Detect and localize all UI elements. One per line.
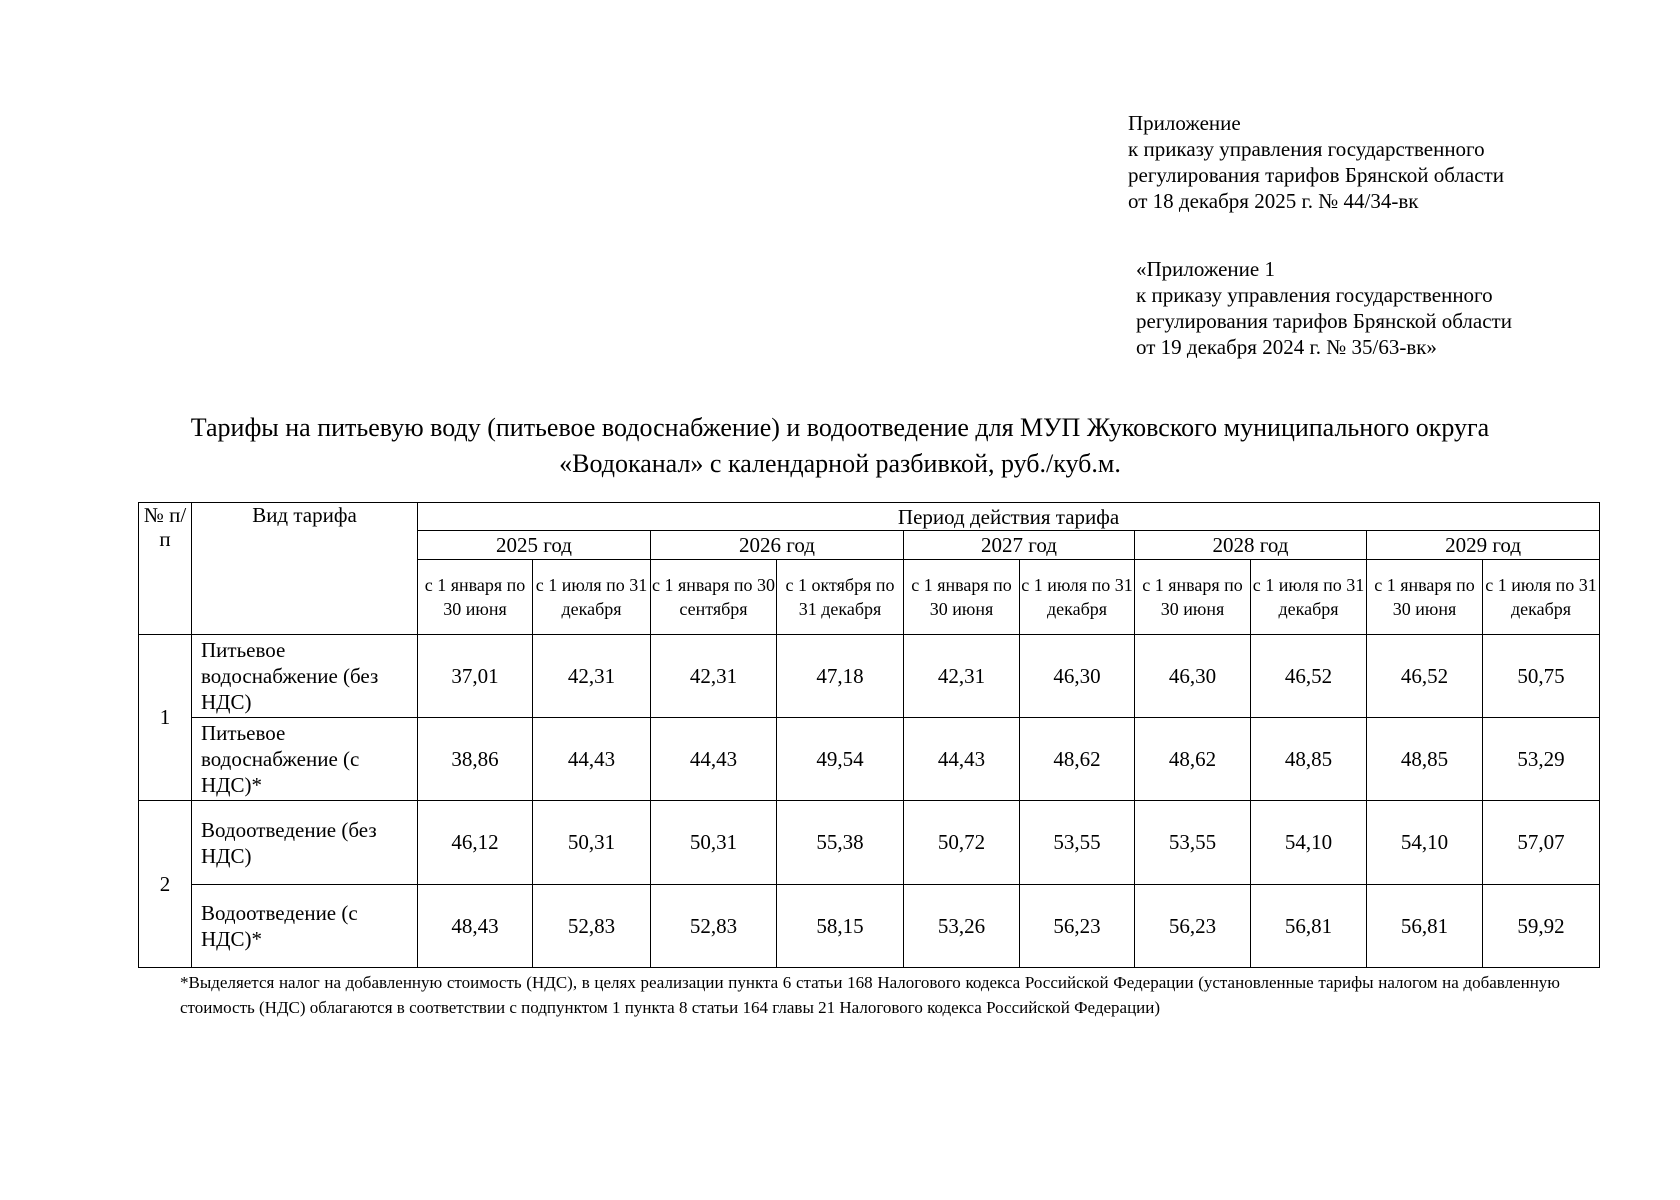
tariff-value: 50,75: [1483, 635, 1600, 718]
tariff-value: 42,31: [533, 635, 651, 718]
tariff-value: 59,92: [1483, 885, 1600, 968]
tariff-value: 38,86: [418, 718, 533, 801]
tariff-value: 47,18: [777, 635, 904, 718]
table-row: [139, 718, 1600, 801]
tariff-table: [138, 502, 1600, 968]
header-row-period: [139, 503, 1600, 531]
tariff-value: 46,52: [1251, 635, 1367, 718]
appendix-line: к приказу управления государственного: [1136, 283, 1493, 307]
tariff-value: 53,55: [1020, 801, 1135, 885]
appendix-line: от 18 декабря 2025 г. № 44/34-вк: [1128, 189, 1419, 213]
tariff-value: 46,12: [418, 801, 533, 885]
header-period: Период действия тарифа: [418, 503, 1600, 531]
header-period-range: с 1 июля по 31 декабря: [1251, 560, 1367, 635]
header-num: № п/п: [139, 503, 192, 635]
header-period-range: с 1 января по 30 июня: [1367, 560, 1483, 635]
vat-footnote: *Выделяется налог на добавленную стоимость (НДС), в целях реализации пункта 6 статьи 168 Налогового кодекса Российской Федерации (установленные тарифы налогом на добавленную стоимость (НДС) облагаются в соответствии с подпунктом 1 пункта 8 статьи 164 главы 21 Налогового кодекса Российской Федерации): [180, 973, 1560, 1017]
tariff-value: 55,38: [777, 801, 904, 885]
appendix-line: Приложение: [1128, 111, 1241, 135]
tariff-value: 56,81: [1251, 885, 1367, 968]
header-kind: Вид тарифа: [192, 503, 418, 635]
tariff-value: 48,85: [1251, 718, 1367, 801]
header-period-range: с 1 января по 30 сентября: [651, 560, 777, 635]
header-year: 2028 год: [1135, 531, 1367, 560]
header-year: 2026 год: [651, 531, 904, 560]
title-line-2: «Водоканал» с календарной разбивкой, руб./куб.м.: [559, 449, 1121, 478]
tariff-value: 58,15: [777, 885, 904, 968]
tariff-value: 37,01: [418, 635, 533, 718]
tariff-value: 44,43: [904, 718, 1020, 801]
appendix-line: от 19 декабря 2024 г. № 35/63-вк»: [1136, 335, 1437, 359]
tariff-value: 52,83: [533, 885, 651, 968]
tariff-value: 54,10: [1367, 801, 1483, 885]
tariff-value: 48,43: [418, 885, 533, 968]
tariff-value: 56,23: [1020, 885, 1135, 968]
tariff-value: 46,30: [1135, 635, 1251, 718]
table-row: [139, 635, 1600, 718]
tariff-kind: Водоотведение (с НДС)*: [192, 885, 418, 968]
tariff-kind: Водоотведение (без НДС): [192, 801, 418, 885]
appendix-header-original: [1136, 256, 1512, 360]
header-year: 2025 год: [418, 531, 651, 560]
tariff-value: 42,31: [651, 635, 777, 718]
tariff-value: 54,10: [1251, 801, 1367, 885]
header-period-range: с 1 июля по 31 декабря: [533, 560, 651, 635]
tariff-value: 42,31: [904, 635, 1020, 718]
header-period-range: с 1 октября по 31 декабря: [777, 560, 904, 635]
row-number: 1: [139, 635, 192, 801]
tariff-value: 49,54: [777, 718, 904, 801]
tariff-value: 44,43: [651, 718, 777, 801]
title-line-1: Тарифы на питьевую воду (питьевое водоснабжение) и водоотведение для МУП Жуковского муниципального округа: [190, 413, 1490, 442]
header-period-range: с 1 июля по 31 декабря: [1483, 560, 1600, 635]
tariff-value: 53,29: [1483, 718, 1600, 801]
table-row: [139, 801, 1600, 885]
tariff-value: 56,81: [1367, 885, 1483, 968]
tariff-value: 46,30: [1020, 635, 1135, 718]
table-row: [139, 885, 1600, 968]
appendix-line: регулирования тарифов Брянской области: [1136, 309, 1512, 333]
tariff-value: 52,83: [651, 885, 777, 968]
header-period-range: с 1 января по 30 июня: [904, 560, 1020, 635]
tariff-kind: Питьевое водоснабжение (с НДС)*: [192, 718, 418, 801]
header-period-range: с 1 января по 30 июня: [418, 560, 533, 635]
appendix-line: к приказу управления государственного: [1128, 137, 1485, 161]
tariff-value: 48,85: [1367, 718, 1483, 801]
tariff-value: 53,55: [1135, 801, 1251, 885]
tariff-value: 48,62: [1020, 718, 1135, 801]
appendix-header-current: [1128, 110, 1504, 214]
tariff-value: 53,26: [904, 885, 1020, 968]
appendix-line: регулирования тарифов Брянской области: [1128, 163, 1504, 187]
tariff-value: 50,31: [533, 801, 651, 885]
tariff-value: 50,72: [904, 801, 1020, 885]
tariff-value: 48,62: [1135, 718, 1251, 801]
tariff-value: 57,07: [1483, 801, 1600, 885]
header-year: 2027 год: [904, 531, 1135, 560]
appendix-line: «Приложение 1: [1136, 257, 1275, 281]
document-title: [100, 410, 1580, 482]
tariff-value: 44,43: [533, 718, 651, 801]
tariff-value: 50,31: [651, 801, 777, 885]
tariff-value: 46,52: [1367, 635, 1483, 718]
header-period-range: с 1 июля по 31 декабря: [1020, 560, 1135, 635]
tariff-kind: Питьевое водоснабжение (без НДС): [192, 635, 418, 718]
tariff-value: 56,23: [1135, 885, 1251, 968]
header-period-range: с 1 января по 30 июня: [1135, 560, 1251, 635]
row-number: 2: [139, 801, 192, 968]
header-year: 2029 год: [1367, 531, 1600, 560]
